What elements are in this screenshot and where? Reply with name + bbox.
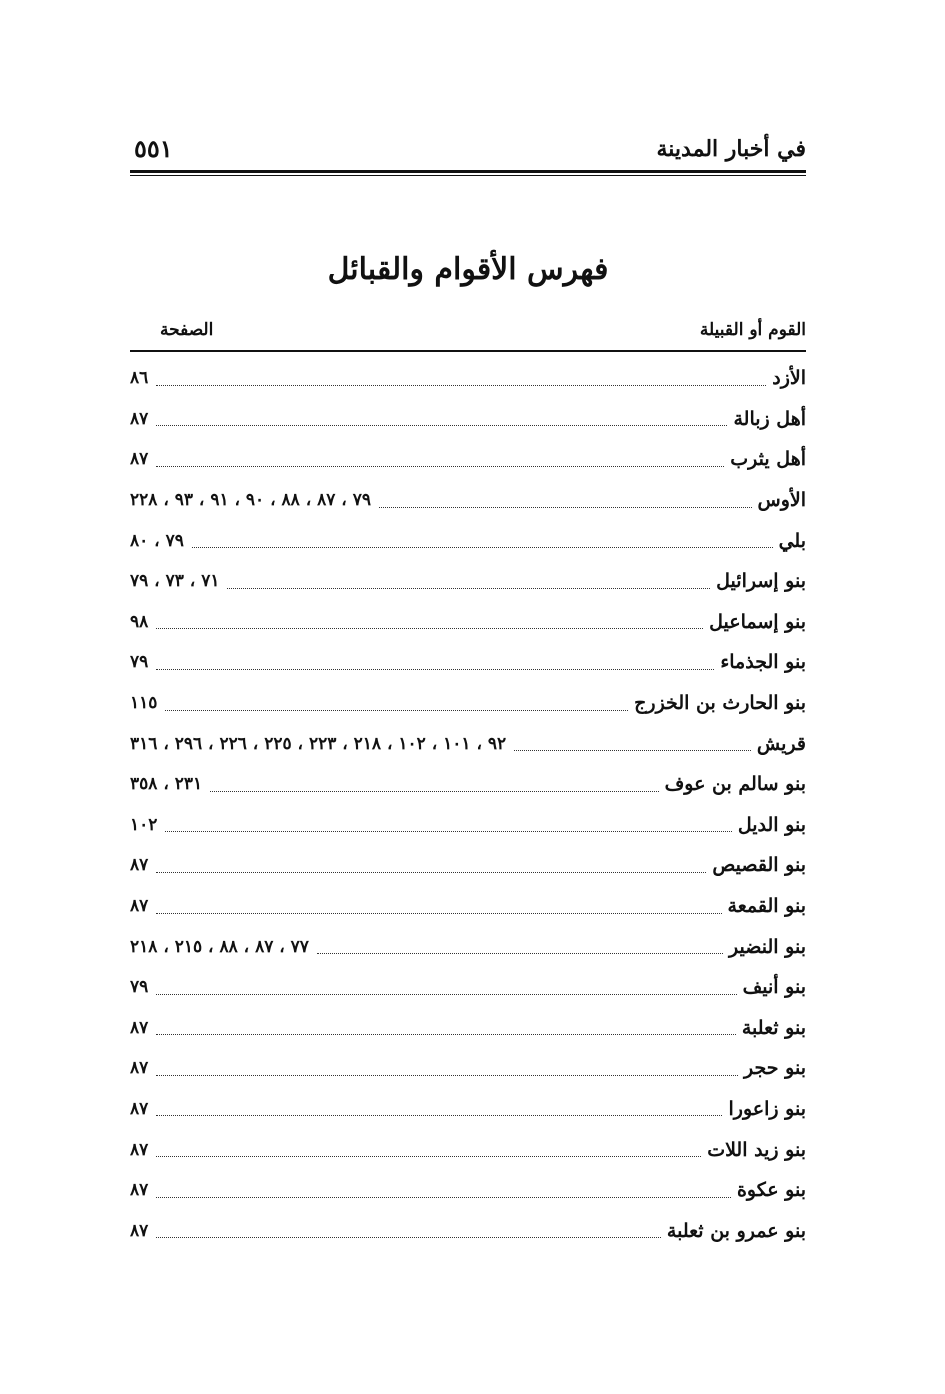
index-entry: [130, 805, 806, 846]
entry-pages: ٨٧: [130, 1139, 149, 1160]
index-entry: [130, 561, 806, 602]
dot-leader: [156, 1197, 731, 1198]
entry-name: الأزد: [772, 367, 806, 390]
entry-pages: ٧٧ ، ٨٧ ، ٨٨ ، ٢١٥ ، ٢١٨: [130, 936, 309, 957]
dot-leader: [317, 953, 723, 954]
index-entry: [130, 642, 806, 683]
entry-name: بنو حجر: [744, 1057, 806, 1080]
index-list: [130, 358, 806, 1251]
entry-name: بنو زيد اللات: [707, 1138, 806, 1161]
column-headers: [130, 318, 806, 350]
index-entry: [130, 1048, 806, 1089]
entry-name: الأوس: [757, 489, 806, 512]
index-entry: [130, 967, 806, 1008]
dot-leader: [156, 913, 721, 914]
dot-leader: [156, 385, 766, 386]
entry-pages: ٧٩ ، ٨٠: [130, 530, 184, 551]
entry-pages: ١٠٢: [130, 814, 158, 835]
dot-leader: [156, 872, 706, 873]
dot-leader: [156, 425, 727, 426]
entry-pages: ٩٨: [130, 611, 149, 632]
entry-name: بنو النضير: [729, 935, 806, 958]
dot-leader: [165, 831, 731, 832]
dot-leader: [156, 466, 724, 467]
dot-leader: [227, 588, 710, 589]
entry-pages: ٨٧: [130, 1058, 149, 1079]
index-entry: [130, 480, 806, 521]
entry-pages: ٨٧: [130, 449, 149, 470]
entry-name: بنو ثعلبة: [741, 1016, 806, 1039]
index-entry: [130, 845, 806, 886]
dot-leader: [156, 1156, 701, 1157]
entry-pages: ٨٧: [130, 1098, 149, 1119]
entry-name: بنو الجذماء: [720, 651, 806, 674]
dot-leader: [156, 994, 736, 995]
entry-pages: ٧٩: [130, 652, 149, 673]
index-entry: [130, 683, 806, 724]
entry-name: بنو أنيف: [742, 976, 806, 999]
entry-name: بنو الديل: [737, 813, 806, 836]
entry-name: بنو إسرائيل: [716, 570, 806, 593]
dot-leader: [156, 628, 703, 629]
index-entry: [130, 358, 806, 399]
dot-leader: [156, 1075, 738, 1076]
index-entry: [130, 399, 806, 440]
entry-name: بنو الحارث بن الخزرج: [634, 692, 806, 715]
entry-pages: ٨٧: [130, 896, 149, 917]
entry-pages: ٩٢ ، ١٠١ ، ١٠٢ ، ٢١٨ ، ٢٢٣ ، ٢٢٥ ، ٢٢٦ ، ٢٩٦ ، ٣١٦: [130, 733, 507, 754]
entry-name: بنو زاعورا: [728, 1097, 806, 1120]
dot-leader: [192, 547, 773, 548]
column-header-rule: [130, 350, 806, 352]
header-rule-thin: [130, 175, 806, 176]
entry-pages: ٧٩ ، ٨٧ ، ٨٨ ، ٩٠ ، ٩١ ، ٩٣ ، ٢٢٨: [130, 490, 371, 511]
section-title: فهرس الأقوام والقبائل: [327, 252, 609, 287]
running-header-title: في أخبار المدينة: [656, 136, 806, 162]
dot-leader: [156, 1237, 661, 1238]
entry-pages: ٧١ ، ٧٣ ، ٧٩: [130, 571, 220, 592]
entry-pages: ٨٧: [130, 1180, 149, 1201]
entry-pages: ٨٧: [130, 855, 149, 876]
entry-name: بنو القصيص: [712, 854, 806, 877]
page-number: ٥٥١: [134, 134, 173, 163]
dot-leader: [156, 1115, 722, 1116]
running-header: [130, 132, 806, 172]
index-entry: [130, 1129, 806, 1170]
entry-pages: ٨٦: [130, 368, 149, 389]
header-rule-thick: [130, 170, 806, 173]
entry-name: أهل يثرب: [730, 448, 806, 471]
dot-leader: [379, 507, 752, 508]
index-entry: [130, 439, 806, 480]
index-entry: [130, 1210, 806, 1251]
entry-pages: ١١٥: [130, 693, 158, 714]
index-entry: [130, 926, 806, 967]
entry-name: بنو القمعة: [727, 895, 806, 918]
dot-leader: [156, 669, 714, 670]
entry-name: بنو عكوة: [736, 1179, 806, 1202]
dot-leader: [514, 750, 751, 751]
index-entry: [130, 602, 806, 643]
index-entry: [130, 1089, 806, 1130]
index-entry: [130, 723, 806, 764]
dot-leader: [156, 1034, 736, 1035]
entry-name: قريش: [756, 732, 806, 755]
dot-leader: [165, 710, 628, 711]
entry-pages: ٨٧: [130, 1017, 149, 1038]
index-entry: [130, 520, 806, 561]
index-entry: [130, 886, 806, 927]
dot-leader: [210, 791, 658, 792]
entry-pages: ٢٣١ ، ٣٥٨: [130, 774, 203, 795]
index-entry: [130, 1008, 806, 1049]
column-header-name: القوم أو القبيلة: [699, 320, 806, 340]
entry-pages: ٧٩: [130, 977, 149, 998]
index-entry: [130, 764, 806, 805]
entry-pages: ٨٧: [130, 1220, 149, 1241]
entry-name: بنو إسماعيل: [709, 610, 806, 633]
entry-name: بلي: [778, 529, 806, 552]
entry-pages: ٨٧: [130, 408, 149, 429]
entry-name: بنو سالم بن عوف: [664, 773, 806, 796]
index-entry: [130, 1170, 806, 1211]
entry-name: أهل زبالة: [733, 407, 806, 430]
entry-name: بنو عمرو بن ثعلبة: [666, 1219, 806, 1242]
column-header-page: الصفحة: [160, 320, 214, 340]
